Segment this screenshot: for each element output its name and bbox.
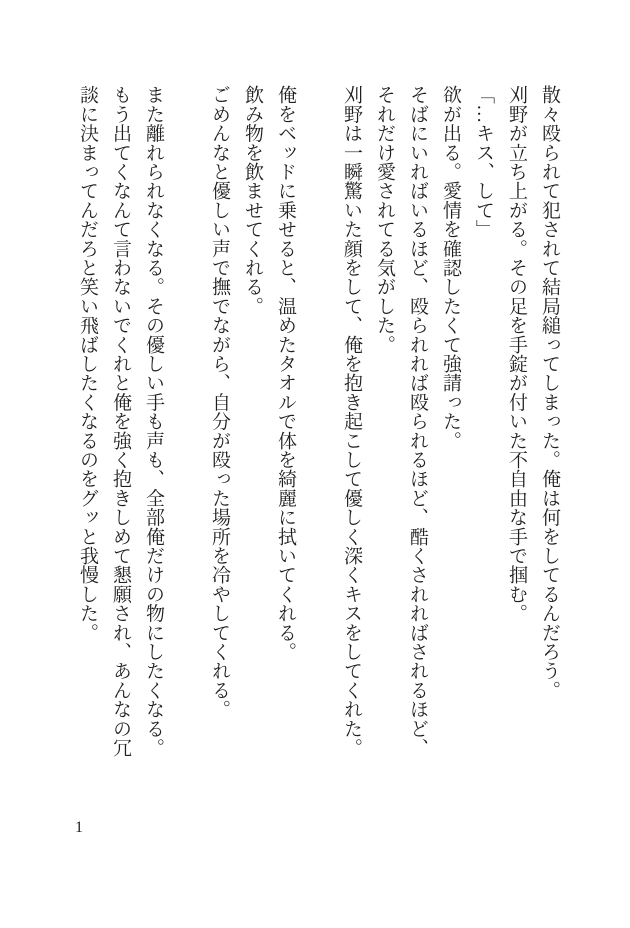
paragraph: 散々殴られて犯されて結局縋ってしまった。俺は何をしてるんだろう。: [539, 85, 560, 700]
paragraph: ごめんなと優しい声で撫でながら、自分が殴った場所を冷やしてくれる。: [209, 85, 230, 719]
paragraph: 俺をベッドに乗せると、温めたタオルで体を綺麗に拭いてくれる。: [275, 85, 296, 661]
paragraph-break: [302, 85, 335, 776]
paragraph-break: [170, 85, 203, 776]
paragraph: そばにいればいるほど、殴られれば殴られるほど、酷くされればされるほど、それだけ愛されてる気がした。: [374, 85, 428, 757]
paragraph: 刈野が立ち上がる。その足を手錠が付いた不自由な手で掴む。: [506, 85, 527, 623]
vertical-text-block: [71, 85, 566, 776]
page-number: 1: [75, 819, 83, 836]
paragraph-dialogue: 「…キス、して」: [473, 85, 494, 239]
paragraph: 欲が出る。愛情を確認したくて強請った。: [440, 85, 461, 450]
paragraph: 飲み物を飲ませてくれる。: [242, 85, 263, 316]
paragraph: 刈野は一瞬驚いた顔をして、俺を抱き起こして優しく深くキスをしてくれた。: [341, 85, 362, 757]
paragraph: また離れられなくなる。その優しい手も声も、全部俺だけの物にしたくなる。: [143, 85, 164, 757]
paragraph: もう出てくなんて言わないでくれと俺を強く抱きしめて懇願され、あんなの冗談に決まってんだろと笑い飛ばしたくなるのをグッと我慢した。: [77, 85, 131, 757]
